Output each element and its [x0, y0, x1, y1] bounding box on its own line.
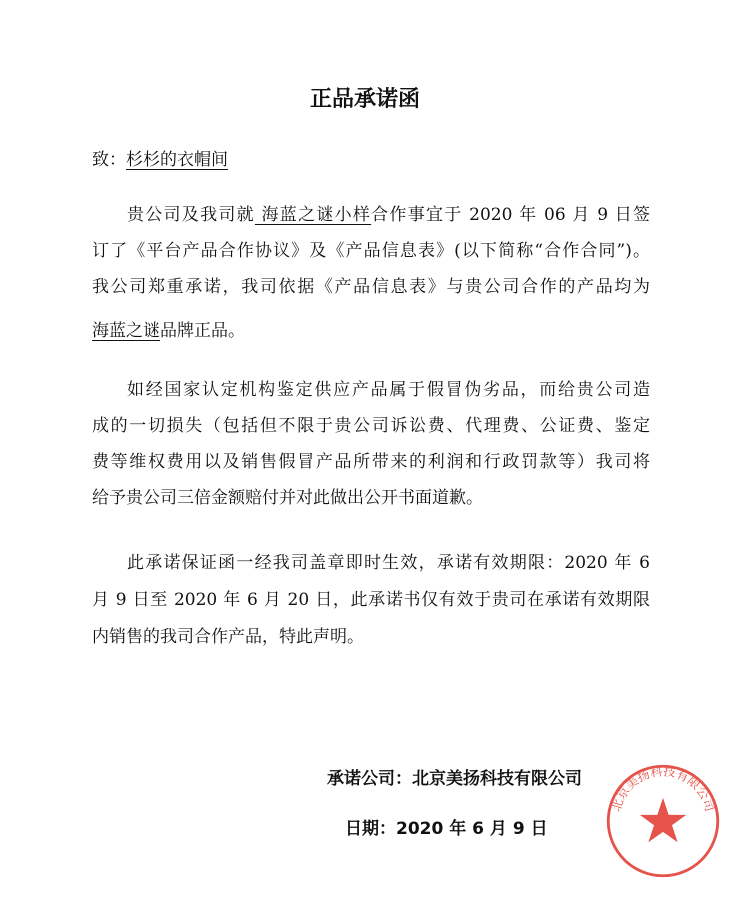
recipient-name: 杉杉的衣帽间 — [126, 150, 228, 170]
paragraph-1-line-1 — [127, 204, 650, 226]
date-value: 2020 年 6 月 9 日 — [396, 819, 548, 839]
paragraph-1-line-3: 我公司郑重承诺，我司依据《产品信息表》与贵公司合作的产品均为 — [92, 277, 650, 297]
star-icon — [640, 798, 686, 842]
paragraph-2-line: 如经国家认定机构鉴定供应产品属于假冒伪劣品，而给贵公司造 — [127, 380, 650, 400]
company-signature — [327, 764, 582, 789]
company-name: 北京美扬科技有限公司 — [412, 769, 582, 789]
document-title: 正品承诺函 — [309, 87, 420, 112]
date-label: 日期： — [345, 819, 396, 839]
paragraph-1-line-2: 订了《平台产品合作协议》及《产品信息表》(以下简称“合作合同”)。 — [92, 241, 650, 261]
paragraph-1-line-4 — [92, 320, 650, 342]
brand-name: 海蓝之谜 — [92, 321, 160, 341]
company-seal-stamp — [604, 762, 722, 880]
paragraph-3-line: 月 9 日至 2020 年 6 月 20 日，此承诺书仅有效于贵司在承诺有效期限 — [92, 590, 650, 610]
text: 合作事宜于 2020 年 06 月 9 日签 — [371, 205, 651, 225]
recipient-line — [92, 145, 228, 170]
to-prefix: 致： — [92, 150, 126, 170]
paragraph-3-line: 内销售的我司合作产品，特此声明。 — [92, 627, 364, 647]
seal-text: 北京美扬科技有限公司 — [609, 764, 717, 814]
product-name: 海蓝之谜小样 — [254, 205, 372, 225]
paragraph-2-line: 成的一切损失（包括但不限于贵公司诉讼费、代理费、公证费、鉴定 — [92, 416, 650, 436]
company-label: 承诺公司： — [327, 769, 412, 789]
text: 品牌正品。 — [160, 321, 245, 341]
paragraph-2-line: 费等维权费用以及销售假冒产品所带来的利润和行政罚款等）我司将 — [92, 452, 650, 472]
text: 贵公司及我司就 — [127, 205, 255, 225]
paragraph-2-line: 给予贵公司三倍金额赔付并对此做出公开书面道歉。 — [92, 488, 483, 508]
signature-date — [345, 814, 548, 839]
paragraph-3-line: 此承诺保证函一经我司盖章即时生效，承诺有效期限：2020 年 6 — [127, 553, 650, 573]
